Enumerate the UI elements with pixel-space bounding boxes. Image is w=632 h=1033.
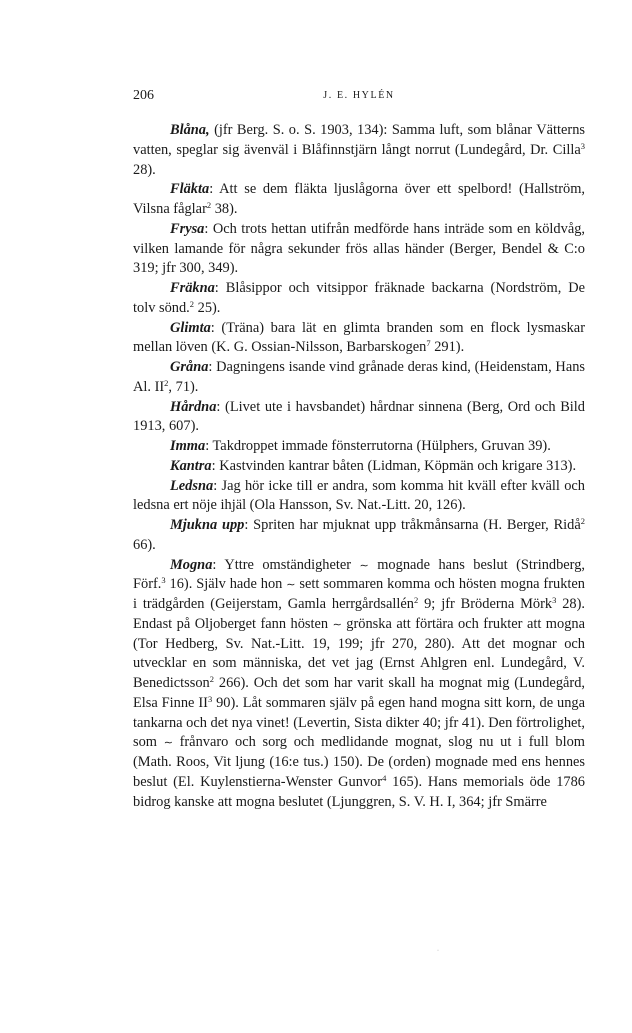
footnote-superscript: 2 bbox=[209, 674, 214, 684]
entry-headword: Hårdna bbox=[170, 398, 217, 415]
dictionary-entry bbox=[133, 477, 585, 517]
entry-text: 16). Själv hade hon bbox=[165, 576, 287, 593]
entry-text: frånvaro och sorg och medlidande mognat, slog nu ut i full blom (Math. Roos, Vit ljung (16:e tus.) 150). De (orden) mognade med ens hennes beslut (El. Kuylenstierna-Wenster Gunvor bbox=[133, 734, 585, 790]
entry-text: grönska att förtära och frukter att mogna (Tor Hedberg, Sv. Nat.-Litt. 19, 199; jfr 270, 280). Att det mognar och utvecklar en som människa, det vet jag (Ernst Ahlgren enl. Lundegård, V. Benedictsson bbox=[133, 615, 585, 691]
swung-dash-symbol: ∼ bbox=[332, 617, 342, 631]
swung-dash-symbol: ∼ bbox=[359, 558, 369, 572]
entry-text: : Yttre omständigheter bbox=[212, 556, 360, 573]
entry-headword: Imma bbox=[170, 438, 206, 454]
entry-headword: Ledsna bbox=[170, 477, 214, 494]
footnote-superscript: 2 bbox=[206, 200, 212, 210]
entry-text: : (Livet ute i havsbandet) hårdnar sinnena (Berg, Ord och Bild 1913, 607). bbox=[133, 398, 585, 435]
footnote-superscript: 3 bbox=[161, 575, 166, 586]
entry-text: , 71). bbox=[168, 378, 199, 395]
entry-text: : Kastvinden kantrar båten (Lidman, Köpmän och krigare 313). bbox=[211, 457, 577, 474]
entry-headword: Gråna bbox=[170, 359, 209, 375]
entry-text: 165). Hans memorials öde 1786 bidrog kanske att mogna beslutet (Ljunggren, S. V. H. I, 364; jfr Smärre bbox=[133, 773, 585, 810]
footnote-superscript: 7 bbox=[426, 338, 431, 349]
page-speck: · bbox=[437, 948, 439, 954]
dictionary-entry bbox=[133, 556, 585, 813]
entry-text: 28). Endast på Oljoberget fann hösten bbox=[133, 596, 585, 632]
dictionary-entry bbox=[133, 319, 585, 359]
footnote-superscript: 4 bbox=[382, 772, 387, 783]
entry-text: 38). bbox=[211, 201, 238, 217]
entry-headword: Kantra bbox=[170, 457, 212, 474]
entry-text: : Att se dem fläkta ljuslågorna över ett spelbord! (Hallström, Vilsna fåglar bbox=[133, 181, 585, 217]
entry-headword: Fläkta bbox=[170, 181, 210, 198]
entry-text: 291). bbox=[430, 339, 465, 356]
entry-headword: Frysa bbox=[170, 220, 205, 237]
swung-dash-symbol: ∼ bbox=[163, 736, 173, 750]
entry-text: mognade hans beslut (Strindberg, Förf. bbox=[133, 556, 586, 593]
entry-headword: Mjukna upp bbox=[170, 517, 245, 533]
entry-text: : Och trots hettan utifrån medförde hans inträde som en köldvåg, vilken lamande för några sekunder frös allas händer (Berger, Bendel & C:o 319; jfr 300, 349). bbox=[133, 220, 585, 277]
entry-headword: Mogna bbox=[170, 556, 213, 573]
entry-text: sett sommaren komma och hösten mogna frukten i trädgården (Geijerstam, Gamla herrgårdsallén bbox=[133, 576, 585, 612]
footnote-superscript: 3 bbox=[552, 595, 557, 605]
footnote-superscript: 2 bbox=[164, 377, 169, 388]
entry-text: 9; jfr Bröderna Mörk bbox=[418, 596, 553, 612]
footnote-superscript: 2 bbox=[580, 516, 585, 526]
dictionary-entry bbox=[133, 279, 585, 319]
dictionary-entry bbox=[133, 516, 585, 556]
entry-headword: Glimta bbox=[170, 319, 211, 336]
entry-headword: Fräkna bbox=[170, 280, 215, 296]
entry-text: : Blåsippor och vitsippor fräknade backarna (Nordström, De tolv sönd. bbox=[133, 280, 585, 316]
dictionary-entry bbox=[133, 398, 585, 438]
dictionary-entry bbox=[133, 437, 585, 457]
swung-dash-symbol: ∼ bbox=[286, 578, 296, 592]
footnote-superscript: 3 bbox=[207, 693, 213, 704]
footnote-superscript: 2 bbox=[189, 298, 195, 309]
footnote-superscript: 3 bbox=[580, 140, 585, 151]
entry-text: : Spriten har mjuknat upp tråkmånsarna (H. Berger, Ridå bbox=[244, 517, 581, 533]
entry-text: : (Träna) bara lät en glimta branden som en flock lysmaskar mellan löven (K. G. Ossian-Nilsson, Barbarskogen bbox=[133, 319, 585, 356]
page-number: 206 bbox=[133, 88, 154, 103]
entry-text: 266). Och det som har varit skall ha mognat mig (Lundegård, Elsa Finne II bbox=[133, 675, 585, 711]
dictionary-entry bbox=[133, 180, 585, 220]
entry-text: : Dagningens isande vind grånade deras kind, (Heidenstam, Hans Al. II bbox=[133, 359, 585, 395]
dictionary-entries bbox=[133, 121, 585, 812]
entry-text: (jfr Berg. S. o. S. 1903, 134): Samma luft, som blånar Vätterns vatten, speglar sig ävenväl i Blåfinnstjärn långt norrut (Lundegård, Dr. Cilla bbox=[133, 122, 585, 158]
page-header bbox=[133, 88, 585, 108]
footnote-superscript: 2 bbox=[413, 595, 419, 605]
dictionary-entry bbox=[133, 358, 585, 398]
dictionary-entry bbox=[133, 457, 585, 477]
entry-text: 66). bbox=[133, 536, 156, 553]
entry-text: 25). bbox=[194, 299, 221, 316]
entry-text: 90). Låt sommaren själv på egen hand mogna sitt korn, de unga tankarna och det nya vinet! (Levertin, Sista dikter 40; jfr 41). Den förtrolighet, som bbox=[133, 694, 585, 751]
dictionary-entry bbox=[133, 121, 585, 180]
entry-text: : Jag hör icke till er andra, som komma hit kväll efter kväll och ledsna ert nöje ihjäl (Ola Hansson, Sv. Nat.-Litt. 20, 126). bbox=[133, 477, 585, 514]
entry-headword: Blåna, bbox=[170, 122, 210, 138]
entry-text: : Takdroppet immade fönsterrutorna (Hülphers, Gruvan 39). bbox=[205, 438, 551, 454]
dictionary-entry bbox=[133, 220, 585, 279]
running-head: J. E. HYLÉN bbox=[323, 90, 395, 101]
entry-text: 28). bbox=[133, 161, 156, 178]
